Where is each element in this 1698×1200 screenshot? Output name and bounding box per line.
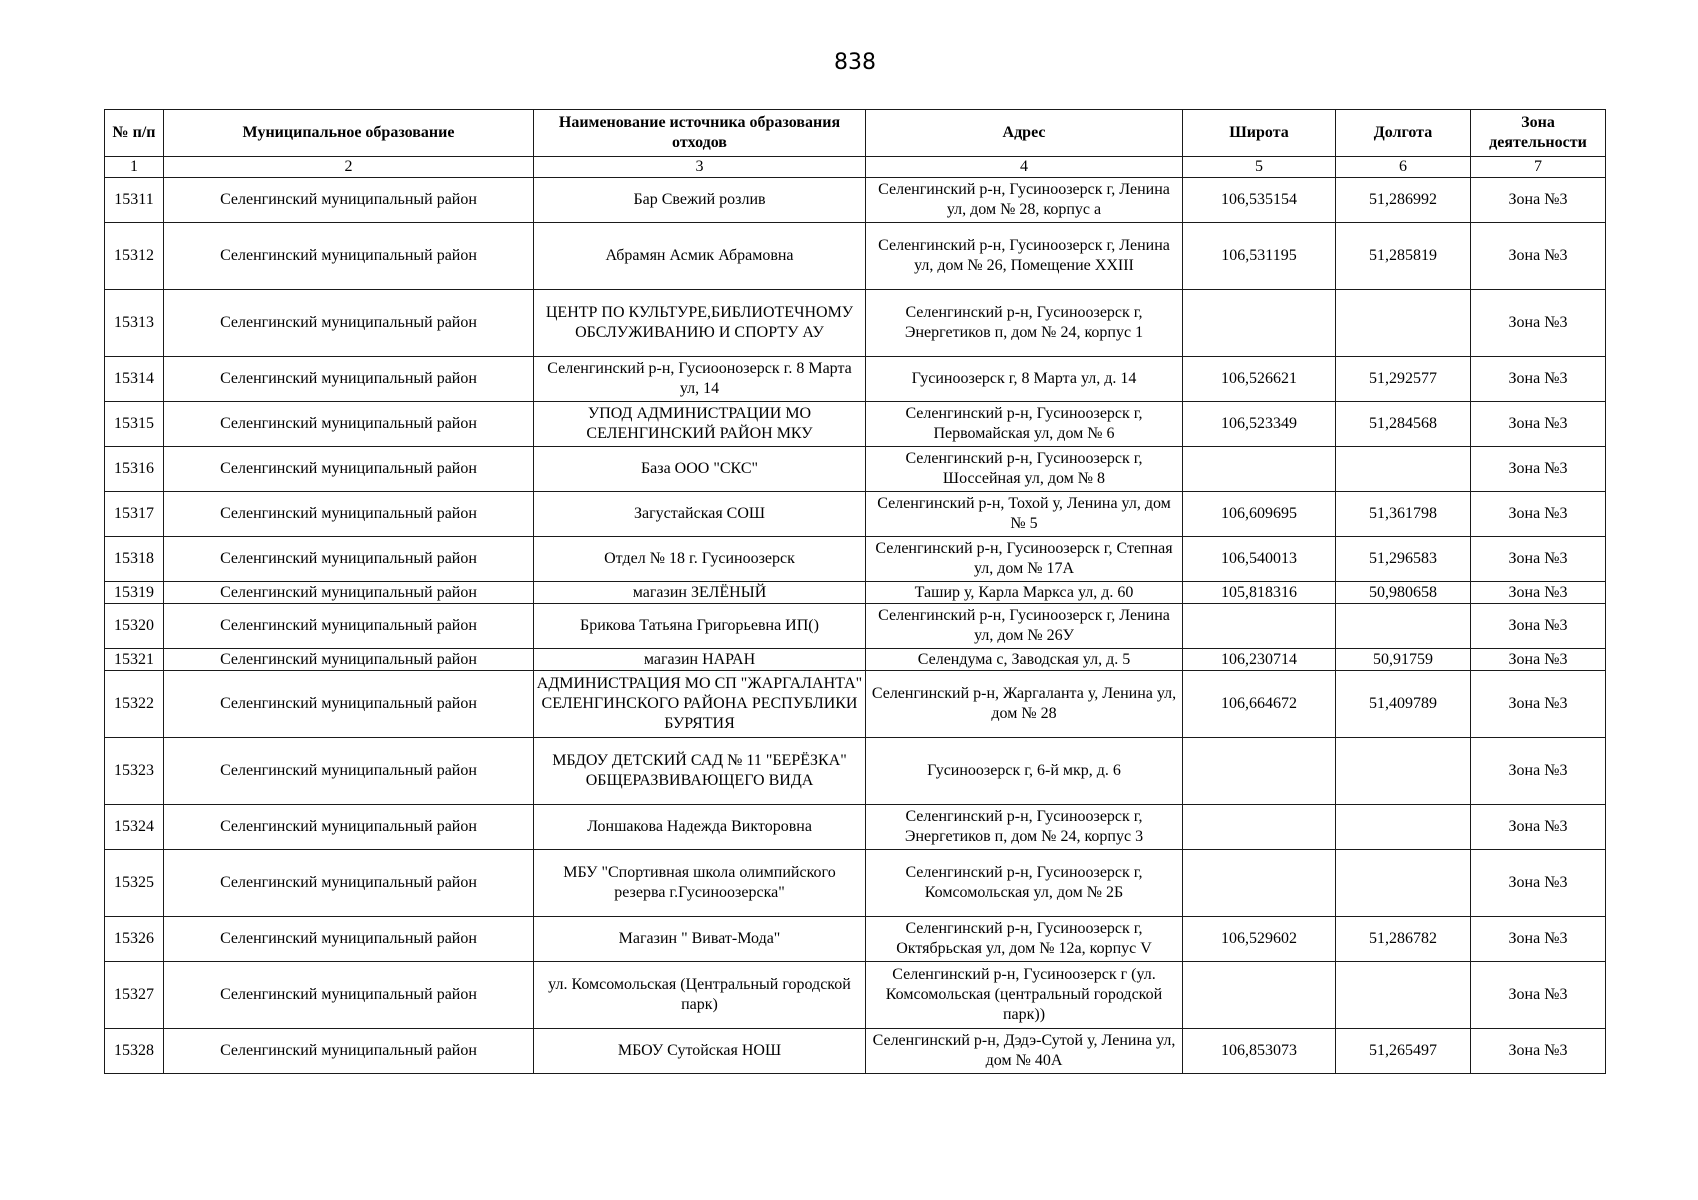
zone-cell: Зона №3 — [1471, 402, 1606, 447]
address-cell: Ташир у, Карла Маркса ул, д. 60 — [866, 582, 1183, 604]
table-row — [105, 962, 1606, 1029]
latitude-cell — [1183, 805, 1336, 850]
row-number: 15320 — [105, 604, 164, 649]
column-number: 4 — [866, 157, 1183, 178]
header-latitude: Широта — [1183, 110, 1336, 157]
table-row — [105, 357, 1606, 402]
source-name-cell: Селенгинский р-н, Гусиоонозерск г. 8 Марта ул, 14 — [534, 357, 866, 402]
address-cell: Гусиноозерск г, 8 Марта ул, д. 14 — [866, 357, 1183, 402]
header-municipality: Муниципальное образование — [164, 110, 534, 157]
row-number: 15319 — [105, 582, 164, 604]
address-cell: Селенгинский р-н, Гусиноозерск г, Энергетиков п, дом № 24, корпус 3 — [866, 805, 1183, 850]
column-number: 2 — [164, 157, 534, 178]
longitude-cell — [1336, 738, 1471, 805]
latitude-cell — [1183, 290, 1336, 357]
row-number: 15325 — [105, 850, 164, 917]
zone-cell: Зона №3 — [1471, 671, 1606, 738]
row-number: 15312 — [105, 223, 164, 290]
latitude-cell: 106,531195 — [1183, 223, 1336, 290]
row-number: 15314 — [105, 357, 164, 402]
municipality-cell: Селенгинский муниципальный район — [164, 290, 534, 357]
zone-cell: Зона №3 — [1471, 223, 1606, 290]
address-cell: Селенгинский р-н, Гусиноозерск г, Ленина ул, дом № 26У — [866, 604, 1183, 649]
municipality-cell: Селенгинский муниципальный район — [164, 671, 534, 738]
longitude-cell: 50,91759 — [1336, 649, 1471, 671]
table-row — [105, 649, 1606, 671]
source-name-cell: МБДОУ ДЕТСКИЙ САД № 11 "БЕРЁЗКА" ОБЩЕРАЗВИВАЮЩЕГО ВИДА — [534, 738, 866, 805]
longitude-cell: 51,286992 — [1336, 178, 1471, 223]
address-cell: Селенгинский р-н, Гусиноозерск г, Октябрьская ул, дом № 12а, корпус V — [866, 917, 1183, 962]
source-name-cell: МБОУ Сутойская НОШ — [534, 1029, 866, 1074]
row-number: 15313 — [105, 290, 164, 357]
zone-cell: Зона №3 — [1471, 604, 1606, 649]
source-name-cell: Магазин " Виват-Мода" — [534, 917, 866, 962]
municipality-cell: Селенгинский муниципальный район — [164, 805, 534, 850]
zone-cell: Зона №3 — [1471, 1029, 1606, 1074]
table-row — [105, 223, 1606, 290]
municipality-cell: Селенгинский муниципальный район — [164, 223, 534, 290]
latitude-cell: 106,529602 — [1183, 917, 1336, 962]
latitude-cell: 106,230714 — [1183, 649, 1336, 671]
municipality-cell: Селенгинский муниципальный район — [164, 1029, 534, 1074]
table-row — [105, 537, 1606, 582]
longitude-cell: 51,286782 — [1336, 917, 1471, 962]
longitude-cell — [1336, 604, 1471, 649]
row-number: 15326 — [105, 917, 164, 962]
zone-cell: Зона №3 — [1471, 917, 1606, 962]
longitude-cell — [1336, 290, 1471, 357]
header-address: Адрес — [866, 110, 1183, 157]
latitude-cell: 106,853073 — [1183, 1029, 1336, 1074]
latitude-cell — [1183, 850, 1336, 917]
longitude-cell: 51,409789 — [1336, 671, 1471, 738]
latitude-cell: 106,664672 — [1183, 671, 1336, 738]
source-name-cell: Бар Свежий розлив — [534, 178, 866, 223]
source-name-cell: Брикова Татьяна Григорьевна ИП() — [534, 604, 866, 649]
table-row — [105, 604, 1606, 649]
column-number: 6 — [1336, 157, 1471, 178]
zone-cell: Зона №3 — [1471, 290, 1606, 357]
address-cell: Селенгинский р-н, Жаргаланта у, Ленина ул, дом № 28 — [866, 671, 1183, 738]
zone-cell: Зона №3 — [1471, 537, 1606, 582]
table-row — [105, 178, 1606, 223]
row-number: 15323 — [105, 738, 164, 805]
address-cell: Гусиноозерск г, 6-й мкр, д. 6 — [866, 738, 1183, 805]
municipality-cell: Селенгинский муниципальный район — [164, 492, 534, 537]
table-row — [105, 582, 1606, 604]
zone-cell: Зона №3 — [1471, 649, 1606, 671]
table-row — [105, 447, 1606, 492]
longitude-cell: 51,284568 — [1336, 402, 1471, 447]
address-cell: Селенгинский р-н, Гусиноозерск г, Ленина ул, дом № 26, Помещение XXIII — [866, 223, 1183, 290]
latitude-cell: 106,535154 — [1183, 178, 1336, 223]
source-name-cell: ЦЕНТР ПО КУЛЬТУРЕ,БИБЛИОТЕЧНОМУ ОБСЛУЖИВАНИЮ И СПОРТУ АУ — [534, 290, 866, 357]
header-zone: Зона деятельности — [1471, 110, 1606, 157]
address-cell: Селенгинский р-н, Гусиноозерск г, Шоссейная ул, дом № 8 — [866, 447, 1183, 492]
zone-cell: Зона №3 — [1471, 850, 1606, 917]
row-number: 15318 — [105, 537, 164, 582]
source-name-cell: Лоншакова Надежда Викторовна — [534, 805, 866, 850]
row-number: 15315 — [105, 402, 164, 447]
zone-cell: Зона №3 — [1471, 178, 1606, 223]
longitude-cell: 51,296583 — [1336, 537, 1471, 582]
zone-cell: Зона №3 — [1471, 805, 1606, 850]
municipality-cell: Селенгинский муниципальный район — [164, 738, 534, 805]
table-row — [105, 671, 1606, 738]
latitude-cell: 106,523349 — [1183, 402, 1336, 447]
column-number-row — [105, 157, 1606, 178]
latitude-cell: 106,609695 — [1183, 492, 1336, 537]
zone-cell: Зона №3 — [1471, 962, 1606, 1029]
header-row — [105, 110, 1606, 157]
address-cell: Селендума с, Заводская ул, д. 5 — [866, 649, 1183, 671]
address-cell: Селенгинский р-н, Гусиноозерск г, Ленина ул, дом № 28, корпус а — [866, 178, 1183, 223]
address-cell: Селенгинский р-н, Гусиноозерск г (ул. Комсомольская (центральный городской парк)) — [866, 962, 1183, 1029]
source-name-cell: ул. Комсомольская (Центральный городской парк) — [534, 962, 866, 1029]
waste-sources-table — [104, 109, 1606, 1074]
latitude-cell: 106,540013 — [1183, 537, 1336, 582]
zone-cell: Зона №3 — [1471, 582, 1606, 604]
latitude-cell: 106,526621 — [1183, 357, 1336, 402]
municipality-cell: Селенгинский муниципальный район — [164, 962, 534, 1029]
table-row — [105, 850, 1606, 917]
source-name-cell: магазин НАРАН — [534, 649, 866, 671]
row-number: 15311 — [105, 178, 164, 223]
municipality-cell: Селенгинский муниципальный район — [164, 850, 534, 917]
latitude-cell: 105,818316 — [1183, 582, 1336, 604]
zone-cell: Зона №3 — [1471, 738, 1606, 805]
latitude-cell — [1183, 604, 1336, 649]
column-number: 5 — [1183, 157, 1336, 178]
source-name-cell: АДМИНИСТРАЦИЯ МО СП "ЖАРГАЛАНТА" СЕЛЕНГИНСКОГО РАЙОНА РЕСПУБЛИКИ БУРЯТИЯ — [534, 671, 866, 738]
address-cell: Селенгинский р-н, Гусиноозерск г, Комсомольская ул, дом № 2Б — [866, 850, 1183, 917]
row-number: 15324 — [105, 805, 164, 850]
row-number: 15322 — [105, 671, 164, 738]
address-cell: Селенгинский р-н, Тохой у, Ленина ул, дом № 5 — [866, 492, 1183, 537]
zone-cell: Зона №3 — [1471, 447, 1606, 492]
address-cell: Селенгинский р-н, Дэдэ-Сутой у, Ленина ул, дом № 40А — [866, 1029, 1183, 1074]
column-number: 3 — [534, 157, 866, 178]
table-row — [105, 492, 1606, 537]
address-cell: Селенгинский р-н, Гусиноозерск г, Энергетиков п, дом № 24, корпус 1 — [866, 290, 1183, 357]
longitude-cell — [1336, 447, 1471, 492]
table-row — [105, 738, 1606, 805]
table-row — [105, 805, 1606, 850]
address-cell: Селенгинский р-н, Гусиноозерск г, Первомайская ул, дом № 6 — [866, 402, 1183, 447]
column-number: 7 — [1471, 157, 1606, 178]
source-name-cell: Загустайская СОШ — [534, 492, 866, 537]
longitude-cell: 51,285819 — [1336, 223, 1471, 290]
latitude-cell — [1183, 447, 1336, 492]
table-row — [105, 1029, 1606, 1074]
longitude-cell: 51,361798 — [1336, 492, 1471, 537]
table-row — [105, 917, 1606, 962]
longitude-cell — [1336, 962, 1471, 1029]
table-row — [105, 290, 1606, 357]
source-name-cell: Отдел № 18 г. Гусиноозерск — [534, 537, 866, 582]
source-name-cell: База ООО "СКС" — [534, 447, 866, 492]
municipality-cell: Селенгинский муниципальный район — [164, 537, 534, 582]
page-number: 838 — [834, 50, 876, 75]
municipality-cell: Селенгинский муниципальный район — [164, 447, 534, 492]
latitude-cell — [1183, 962, 1336, 1029]
municipality-cell: Селенгинский муниципальный район — [164, 402, 534, 447]
municipality-cell: Селенгинский муниципальный район — [164, 357, 534, 402]
address-cell: Селенгинский р-н, Гусиноозерск г, Степная ул, дом № 17А — [866, 537, 1183, 582]
column-number: 1 — [105, 157, 164, 178]
municipality-cell: Селенгинский муниципальный район — [164, 178, 534, 223]
municipality-cell: Селенгинский муниципальный район — [164, 604, 534, 649]
longitude-cell — [1336, 805, 1471, 850]
row-number: 15321 — [105, 649, 164, 671]
municipality-cell: Селенгинский муниципальный район — [164, 649, 534, 671]
municipality-cell: Селенгинский муниципальный район — [164, 917, 534, 962]
longitude-cell: 50,980658 — [1336, 582, 1471, 604]
header-number: № п/п — [105, 110, 164, 157]
source-name-cell: магазин ЗЕЛЁНЫЙ — [534, 582, 866, 604]
latitude-cell — [1183, 738, 1336, 805]
source-name-cell: УПОД АДМИНИСТРАЦИИ МО СЕЛЕНГИНСКИЙ РАЙОН МКУ — [534, 402, 866, 447]
table-row — [105, 402, 1606, 447]
header-source-name: Наименование источника образования отходов — [534, 110, 866, 157]
longitude-cell: 51,265497 — [1336, 1029, 1471, 1074]
header-longitude: Долгота — [1336, 110, 1471, 157]
source-name-cell: МБУ "Спортивная школа олимпийского резерва г.Гусиноозерска" — [534, 850, 866, 917]
longitude-cell — [1336, 850, 1471, 917]
longitude-cell: 51,292577 — [1336, 357, 1471, 402]
zone-cell: Зона №3 — [1471, 357, 1606, 402]
source-name-cell: Абрамян Асмик Абрамовна — [534, 223, 866, 290]
row-number: 15328 — [105, 1029, 164, 1074]
row-number: 15317 — [105, 492, 164, 537]
municipality-cell: Селенгинский муниципальный район — [164, 582, 534, 604]
row-number: 15316 — [105, 447, 164, 492]
row-number: 15327 — [105, 962, 164, 1029]
zone-cell: Зона №3 — [1471, 492, 1606, 537]
